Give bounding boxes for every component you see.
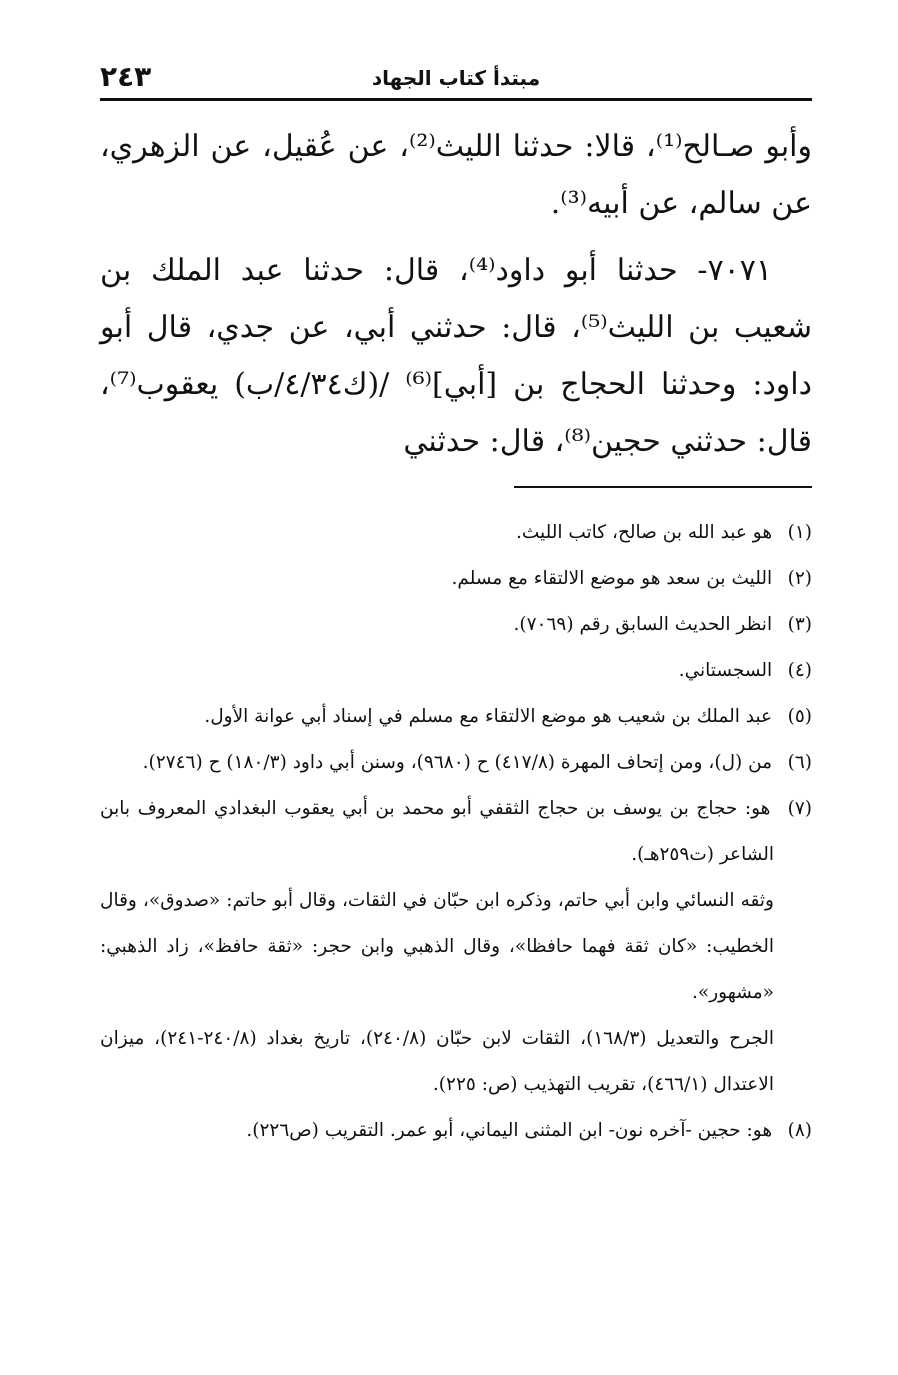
footnote-separator xyxy=(514,486,812,488)
footnote-4 xyxy=(100,648,812,694)
footnote-number: (٨) xyxy=(787,1120,812,1141)
running-title: مبتدأ كتاب الجهاد xyxy=(371,66,541,90)
footnote-number: (٦) xyxy=(787,752,812,773)
footnote-text: من (ل)، ومن إتحاف المهرة (٤١٧/٨) ح (٩٦٨٠)، وسنن أبي داود (١٨٠/٣) ح (٢٧٤٦). xyxy=(142,752,773,773)
footnote-7-grading: وثقه النسائي وابن أبي حاتم، وذكره ابن حبّان في الثقات، وقال أبو حاتم: «صدوق»، وقال الخطيب: «كان ثقة فهما حافظا»، وقال الذهبي وابن حجر: «ثقة حافظ»، زاد الذهبي: «مشهور». xyxy=(100,890,774,1003)
footnote-text: الليث بن سعد هو موضع الالتقاء مع مسلم. xyxy=(451,568,773,589)
paragraph-continuation: وأبو صـالح⁽¹⁾، قالا: حدثنا الليث⁽²⁾، عن عُقيل، عن الزهري، عن سالم، عن أبيه⁽³⁾. xyxy=(100,129,813,221)
page-number: ٢٤٣ xyxy=(100,60,152,93)
footnote-text: انظر الحديث السابق رقم (٧٠٦٩). xyxy=(513,614,773,635)
footnote-number: (٤) xyxy=(787,660,812,681)
page-header xyxy=(100,58,812,98)
footnotes xyxy=(100,510,812,1154)
footnote-7 xyxy=(100,786,812,878)
footnote-2 xyxy=(100,556,812,602)
footnote-text: عبد الملك بن شعيب هو موضع الالتقاء مع مسلم في إسناد أبي عوانة الأول. xyxy=(204,706,773,727)
footnote-number: (٥) xyxy=(787,706,812,727)
main-text xyxy=(100,118,812,470)
footnote-text: هو: حجاج بن يوسف بن حجاج الثقفي أبو محمد بن أبي يعقوب البغدادي المعروف بابن الشاعر (ت٢٥٩هـ). xyxy=(100,798,774,865)
header-rule xyxy=(100,98,812,101)
footnote-7-sources: الجرح والتعديل (١٦٨/٣)، الثقات لابن حبّان (٢٤٠/٨)، تاريخ بغداد (٢٤٠/٨-٢٤١)، ميزان الاعتدال (٤٦٦/١)، تقريب التهذيب (ص: ٢٢٥). xyxy=(100,1028,774,1095)
footnote-text: هو: حجين -آخره نون- ابن المثنى اليماني، أبو عمر. التقريب (ص٢٢٦). xyxy=(246,1120,773,1141)
footnote-8 xyxy=(100,1108,812,1154)
footnote-6 xyxy=(100,740,812,786)
footnote-5 xyxy=(100,694,812,740)
footnote-number: (٧) xyxy=(787,798,812,819)
hadith-7071-paragraph: ٧٠٧١- حدثنا أبو داود⁽⁴⁾، قال: حدثنا عبد الملك بن شعيب بن الليث⁽⁵⁾، قال: حدثني أبي، عن جدي، قال أبو داود: وحدثنا الحجاج بن [أبي]⁽⁶⁾ /(ك٤/٣٤/ب) يعقوب⁽⁷⁾، قال: حدثني حجين⁽⁸⁾، قال: حدثني xyxy=(100,253,812,459)
footnote-number: (٣) xyxy=(787,614,812,635)
footnote-number: (٢) xyxy=(787,568,812,589)
footnote-1 xyxy=(100,510,812,556)
footnote-text: السجستاني. xyxy=(678,660,773,681)
footnote-text: هو عبد الله بن صالح، كاتب الليث. xyxy=(515,522,773,543)
footnote-3 xyxy=(100,602,812,648)
footnote-number: (١) xyxy=(787,522,812,543)
